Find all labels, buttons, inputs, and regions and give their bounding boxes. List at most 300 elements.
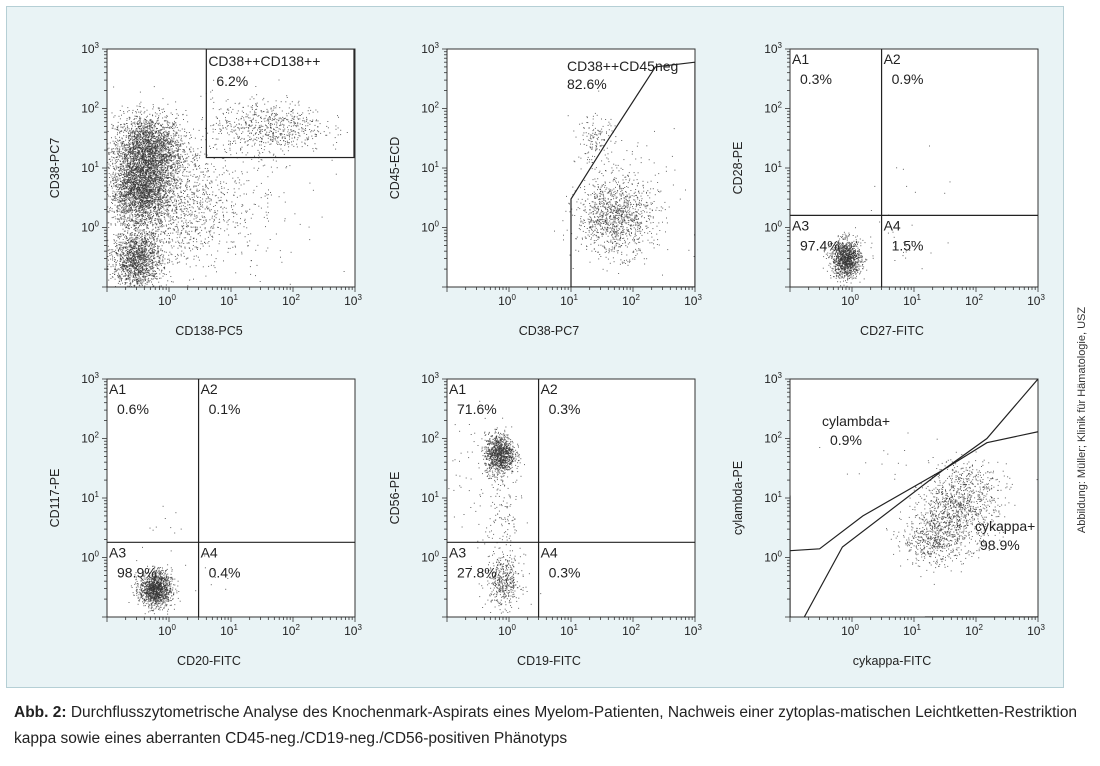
event-dot bbox=[151, 139, 152, 140]
event-dot bbox=[133, 145, 134, 146]
event-dot bbox=[163, 198, 164, 199]
event-dot bbox=[150, 150, 151, 151]
event-dot bbox=[199, 157, 200, 158]
event-dot bbox=[143, 182, 144, 183]
event-dot bbox=[185, 167, 186, 168]
event-dot bbox=[137, 116, 138, 117]
event-dot bbox=[143, 173, 144, 174]
event-dot bbox=[167, 135, 168, 136]
event-dot bbox=[166, 165, 167, 166]
event-dot bbox=[148, 186, 149, 187]
event-dot bbox=[135, 138, 136, 139]
event-dot bbox=[122, 146, 123, 147]
event-dot bbox=[121, 156, 122, 157]
event-dot bbox=[132, 198, 133, 199]
event-dot bbox=[126, 211, 127, 212]
event-dot bbox=[161, 170, 162, 171]
event-dot bbox=[139, 201, 140, 202]
event-dot bbox=[142, 196, 143, 197]
event-dot bbox=[132, 163, 133, 164]
event-dot bbox=[136, 142, 137, 143]
event-dot bbox=[135, 207, 136, 208]
event-dot bbox=[135, 182, 136, 183]
event-dot bbox=[176, 161, 177, 162]
event-dot bbox=[163, 98, 164, 99]
event-dot bbox=[110, 165, 111, 166]
event-dot bbox=[176, 148, 177, 149]
event-dot bbox=[158, 191, 159, 192]
event-dot bbox=[178, 204, 179, 205]
event-dot bbox=[180, 154, 181, 155]
event-dot bbox=[141, 166, 142, 167]
event-dot bbox=[140, 176, 141, 177]
event-dot bbox=[164, 178, 165, 179]
event-dot bbox=[157, 200, 158, 201]
event-dot bbox=[116, 198, 117, 199]
event-dot bbox=[156, 137, 157, 138]
event-dot bbox=[111, 149, 112, 150]
event-dot bbox=[162, 159, 163, 160]
event-dot bbox=[115, 196, 116, 197]
event-dot bbox=[150, 127, 151, 128]
event-dot bbox=[165, 132, 166, 133]
event-dot bbox=[165, 201, 166, 202]
event-dot bbox=[165, 135, 166, 136]
event-dot bbox=[164, 160, 165, 161]
event-dot bbox=[113, 117, 114, 118]
event-dot bbox=[115, 173, 116, 174]
event-dot bbox=[115, 178, 116, 179]
event-dot bbox=[140, 92, 141, 93]
event-dot bbox=[126, 131, 127, 132]
event-dot bbox=[111, 199, 112, 200]
event-dot bbox=[142, 179, 143, 180]
event-dot bbox=[164, 120, 165, 121]
event-dot bbox=[122, 169, 123, 170]
event-dot bbox=[144, 180, 145, 181]
event-dot bbox=[111, 254, 112, 255]
event-dot bbox=[107, 162, 108, 163]
event-dot bbox=[143, 122, 144, 123]
event-dot bbox=[161, 212, 162, 213]
event-dot bbox=[150, 189, 151, 190]
event-dot bbox=[136, 160, 137, 161]
event-dot bbox=[167, 139, 168, 140]
event-dot bbox=[158, 189, 159, 190]
event-dot bbox=[142, 208, 143, 209]
event-dot bbox=[176, 151, 177, 152]
event-dot bbox=[127, 184, 128, 185]
event-dot bbox=[144, 190, 145, 191]
event-dot bbox=[126, 179, 127, 180]
event-dot bbox=[141, 124, 142, 125]
event-dot bbox=[144, 119, 145, 120]
event-dot bbox=[140, 177, 141, 178]
event-dot bbox=[164, 183, 165, 184]
event-dot bbox=[138, 142, 139, 143]
event-dot bbox=[151, 133, 152, 134]
event-dot bbox=[131, 136, 132, 137]
event-dot bbox=[185, 154, 186, 155]
event-dot bbox=[180, 130, 181, 131]
event-dot bbox=[150, 173, 151, 174]
event-dot bbox=[146, 218, 147, 219]
event-dot bbox=[133, 198, 134, 199]
event-dot bbox=[166, 160, 167, 161]
event-dot bbox=[154, 185, 155, 186]
event-dot bbox=[136, 175, 137, 176]
event-dot bbox=[132, 133, 133, 134]
event-dot bbox=[124, 168, 125, 169]
event-dot bbox=[164, 168, 165, 169]
event-dot bbox=[156, 144, 157, 145]
event-dot bbox=[162, 173, 163, 174]
event-dot bbox=[119, 167, 120, 168]
event-dot bbox=[156, 128, 157, 129]
event-dot bbox=[163, 149, 164, 150]
event-dot bbox=[143, 193, 144, 194]
event-dot bbox=[134, 222, 135, 223]
event-dot bbox=[115, 115, 116, 116]
event-dot bbox=[158, 184, 159, 185]
event-dot bbox=[153, 172, 154, 173]
event-dot bbox=[129, 110, 130, 111]
event-dot bbox=[126, 194, 127, 195]
event-dot bbox=[117, 191, 118, 192]
event-dot bbox=[126, 220, 127, 221]
event-dot bbox=[145, 178, 146, 179]
event-dot bbox=[148, 123, 149, 124]
event-dot bbox=[174, 188, 175, 189]
event-dot bbox=[111, 149, 112, 150]
event-dot bbox=[151, 157, 152, 158]
event-dot bbox=[144, 112, 145, 113]
event-dot bbox=[175, 158, 176, 159]
event-dot bbox=[162, 146, 163, 147]
event-dot bbox=[161, 186, 162, 187]
event-dot bbox=[166, 170, 167, 171]
event-dot bbox=[149, 153, 150, 154]
event-dot bbox=[161, 155, 162, 156]
event-dot bbox=[158, 192, 159, 193]
event-dot bbox=[152, 175, 153, 176]
event-dot bbox=[180, 146, 181, 147]
event-dot bbox=[148, 217, 149, 218]
event-dot bbox=[141, 162, 142, 163]
event-dot bbox=[121, 187, 122, 188]
event-dot bbox=[154, 211, 155, 212]
event-dot bbox=[134, 223, 135, 224]
event-dot bbox=[128, 192, 129, 193]
event-dot bbox=[169, 142, 170, 143]
event-dot bbox=[166, 193, 167, 194]
event-dot bbox=[126, 207, 127, 208]
event-dot bbox=[136, 136, 137, 137]
event-dot bbox=[120, 197, 121, 198]
event-dot bbox=[153, 157, 154, 158]
event-dot bbox=[136, 116, 137, 117]
event-dot bbox=[159, 139, 160, 140]
event-dot bbox=[122, 196, 123, 197]
event-dot bbox=[135, 157, 136, 158]
event-dot bbox=[126, 196, 127, 197]
event-dot bbox=[152, 183, 153, 184]
event-dot bbox=[165, 167, 166, 168]
event-dot bbox=[155, 191, 156, 192]
event-dot bbox=[145, 206, 146, 207]
event-dot bbox=[115, 136, 116, 137]
event-dot bbox=[153, 168, 154, 169]
event-dot bbox=[156, 121, 157, 122]
event-dot bbox=[172, 164, 173, 165]
event-dot bbox=[155, 144, 156, 145]
event-dot bbox=[134, 159, 135, 160]
event-dot bbox=[168, 213, 169, 214]
event-dot bbox=[133, 156, 134, 157]
event-dot bbox=[153, 170, 154, 171]
event-dot bbox=[121, 169, 122, 170]
event-dot bbox=[178, 137, 179, 138]
event-dot bbox=[124, 130, 125, 131]
event-dot bbox=[160, 154, 161, 155]
event-dot bbox=[163, 155, 164, 156]
event-dot bbox=[162, 224, 163, 225]
event-dot bbox=[126, 177, 127, 178]
event-dot bbox=[150, 215, 151, 216]
event-dot bbox=[140, 174, 141, 175]
event-dot bbox=[146, 157, 147, 158]
event-dot bbox=[178, 151, 179, 152]
event-dot bbox=[113, 168, 114, 169]
event-dot bbox=[150, 203, 151, 204]
event-dot bbox=[123, 177, 124, 178]
event-dot bbox=[123, 174, 124, 175]
event-dot bbox=[170, 149, 171, 150]
event-dot bbox=[131, 142, 132, 143]
event-dot bbox=[136, 206, 137, 207]
event-dot bbox=[145, 152, 146, 153]
event-dot bbox=[153, 156, 154, 157]
event-dot bbox=[118, 191, 119, 192]
event-dot bbox=[161, 138, 162, 139]
event-dot bbox=[128, 142, 129, 143]
event-dot bbox=[158, 148, 159, 149]
event-dot bbox=[115, 160, 116, 161]
event-dot bbox=[133, 189, 134, 190]
event-dot bbox=[128, 151, 129, 152]
event-dot bbox=[111, 176, 112, 177]
event-dot bbox=[146, 163, 147, 164]
event-dot bbox=[118, 201, 119, 202]
event-dot bbox=[143, 206, 144, 207]
event-dot bbox=[118, 208, 119, 209]
event-dot bbox=[153, 140, 154, 141]
event-dot bbox=[130, 208, 131, 209]
event-dot bbox=[144, 209, 145, 210]
event-dot bbox=[149, 183, 150, 184]
event-dot bbox=[127, 176, 128, 177]
event-dot bbox=[189, 143, 190, 144]
event-dot bbox=[139, 219, 140, 220]
event-dot bbox=[141, 212, 142, 213]
event-dot bbox=[146, 120, 147, 121]
event-dot bbox=[122, 161, 123, 162]
event-dot bbox=[144, 172, 145, 173]
event-dot bbox=[131, 179, 132, 180]
event-dot bbox=[195, 156, 196, 157]
event-dot bbox=[137, 159, 138, 160]
event-dot bbox=[118, 141, 119, 142]
event-dot bbox=[112, 188, 113, 189]
event-dot bbox=[152, 190, 153, 191]
event-dot bbox=[156, 155, 157, 156]
event-dot bbox=[162, 144, 163, 145]
event-dot bbox=[115, 198, 116, 199]
event-dot bbox=[187, 181, 188, 182]
event-dot bbox=[133, 224, 134, 225]
event-dot bbox=[146, 180, 147, 181]
event-dot bbox=[121, 185, 122, 186]
event-dot bbox=[117, 151, 118, 152]
event-dot bbox=[139, 212, 140, 213]
event-dot bbox=[176, 163, 177, 164]
event-dot bbox=[153, 178, 154, 179]
event-dot bbox=[129, 218, 130, 219]
event-dot bbox=[138, 187, 139, 188]
event-dot bbox=[122, 180, 123, 181]
event-dot bbox=[133, 159, 134, 160]
event-dot bbox=[136, 138, 137, 139]
event-dot bbox=[123, 141, 124, 142]
event-dot bbox=[137, 171, 138, 172]
event-dot bbox=[151, 153, 152, 154]
event-dot bbox=[111, 124, 112, 125]
event-dot bbox=[135, 200, 136, 201]
event-dot bbox=[133, 192, 134, 193]
event-dot bbox=[152, 161, 153, 162]
event-dot bbox=[132, 125, 133, 126]
event-dot bbox=[117, 143, 118, 144]
event-dot bbox=[142, 138, 143, 139]
event-dot bbox=[147, 216, 148, 217]
event-dot bbox=[178, 155, 179, 156]
event-dot bbox=[138, 186, 139, 187]
event-dot bbox=[178, 150, 179, 151]
event-dot bbox=[135, 177, 136, 178]
event-dot bbox=[157, 194, 158, 195]
event-dot bbox=[155, 175, 156, 176]
event-dot bbox=[139, 189, 140, 190]
event-dot bbox=[149, 196, 150, 197]
event-dot bbox=[156, 224, 157, 225]
event-dot bbox=[164, 195, 165, 196]
event-dot bbox=[143, 161, 144, 162]
event-dot bbox=[131, 173, 132, 174]
event-dot bbox=[120, 187, 121, 188]
event-dot bbox=[154, 170, 155, 171]
event-dot bbox=[159, 218, 160, 219]
event-dot bbox=[193, 151, 194, 152]
event-dot bbox=[148, 165, 149, 166]
event-dot bbox=[145, 207, 146, 208]
event-dot bbox=[127, 218, 128, 219]
event-dot bbox=[152, 182, 153, 183]
event-dot bbox=[163, 109, 164, 110]
event-dot bbox=[155, 228, 156, 229]
event-dot bbox=[123, 189, 124, 190]
event-dot bbox=[163, 133, 164, 134]
event-dot bbox=[121, 138, 122, 139]
event-dot bbox=[126, 144, 127, 145]
event-dot bbox=[123, 132, 124, 133]
event-dot bbox=[148, 159, 149, 160]
event-dot bbox=[162, 201, 163, 202]
event-dot bbox=[116, 270, 117, 271]
event-dot bbox=[126, 147, 127, 148]
event-dot bbox=[159, 110, 160, 111]
event-dot bbox=[132, 123, 133, 124]
event-dot bbox=[130, 134, 131, 135]
event-dot bbox=[133, 194, 134, 195]
event-dot bbox=[135, 218, 136, 219]
event-dot bbox=[143, 225, 144, 226]
event-dot bbox=[179, 157, 180, 158]
event-dot bbox=[131, 161, 132, 162]
event-dot bbox=[140, 158, 141, 159]
event-dot bbox=[123, 211, 124, 212]
event-dot bbox=[125, 157, 126, 158]
event-dot bbox=[174, 135, 175, 136]
event-dot bbox=[177, 169, 178, 170]
event-dot bbox=[119, 221, 120, 222]
event-dot bbox=[160, 113, 161, 114]
event-dot bbox=[157, 148, 158, 149]
event-dot bbox=[156, 164, 157, 165]
event-dot bbox=[167, 121, 168, 122]
event-dot bbox=[159, 140, 160, 141]
event-dot bbox=[115, 144, 116, 145]
event-dot bbox=[177, 197, 178, 198]
event-dot bbox=[164, 154, 165, 155]
event-dot bbox=[161, 219, 162, 220]
event-dot bbox=[151, 178, 152, 179]
event-dot bbox=[176, 217, 177, 218]
event-dot bbox=[143, 132, 144, 133]
event-dot bbox=[154, 141, 155, 142]
event-dot bbox=[109, 184, 110, 185]
event-dot bbox=[158, 120, 159, 121]
event-dot bbox=[138, 196, 139, 197]
event-dot bbox=[133, 157, 134, 158]
event-dot bbox=[185, 151, 186, 152]
event-dot bbox=[140, 121, 141, 122]
event-dot bbox=[107, 143, 108, 144]
event-dot bbox=[113, 148, 114, 149]
event-dot bbox=[138, 161, 139, 162]
event-dot bbox=[158, 132, 159, 133]
event-dot bbox=[193, 129, 194, 130]
event-dot bbox=[159, 209, 160, 210]
event-dot bbox=[147, 191, 148, 192]
event-dot bbox=[134, 155, 135, 156]
event-dot bbox=[139, 172, 140, 173]
event-dot bbox=[143, 148, 144, 149]
event-dot bbox=[161, 172, 162, 173]
event-dot bbox=[149, 144, 150, 145]
event-dot bbox=[170, 172, 171, 173]
event-dot bbox=[169, 181, 170, 182]
event-dot bbox=[133, 110, 134, 111]
